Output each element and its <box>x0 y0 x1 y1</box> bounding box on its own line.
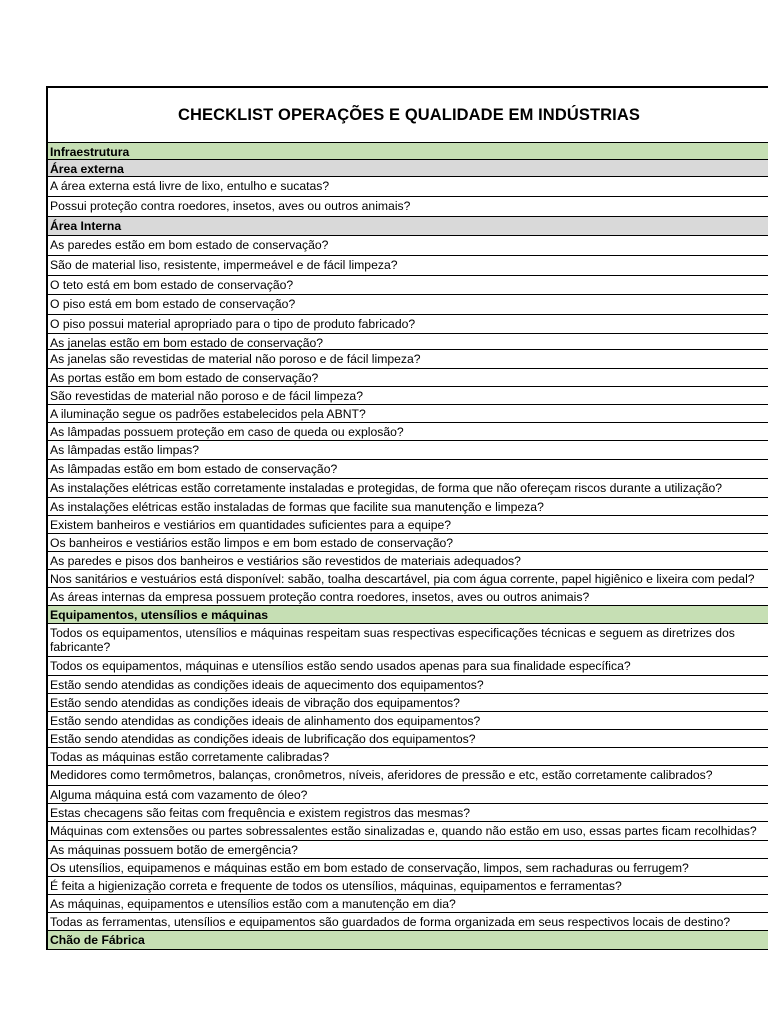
checklist-item: Possui proteção contra roedores, insetos, aves ou outros animais? <box>48 197 768 217</box>
checklist-item: Estão sendo atendidas as condições ideais de aquecimento dos equipamentos? <box>48 676 768 694</box>
checklist-item: As instalações elétricas estão instaladas de formas que facilite sua manutenção e limpeza? <box>48 498 768 516</box>
page-title: CHECKLIST OPERAÇÕES E QUALIDADE EM INDÚSTRIAS <box>178 105 640 124</box>
checklist-item: Todos os equipamentos, utensílios e máquinas respeitam suas respectivas especificações técnicas e seguem as diretrizes dos fabricante? <box>48 624 768 657</box>
checklist-item: As áreas internas da empresa possuem proteção contra roedores, insetos, aves ou outros animais? <box>48 588 768 606</box>
checklist-item: O teto está em bom estado de conservação? <box>48 276 768 295</box>
checklist-item: É feita a higienização correta e frequente de todos os utensílios, máquinas, equipamentos e ferramentas? <box>48 877 768 895</box>
checklist-item: As instalações elétricas estão corretamente instaladas e protegidas, de forma que não ofereçam riscos durante a utilização? <box>48 479 768 498</box>
checklist-item: Máquinas com extensões ou partes sobressalentes estão sinalizadas e, quando não estão em uso, essas partes ficam recolhidas? <box>48 822 768 841</box>
checklist-item: Os banheiros e vestiários estão limpos e em bom estado de conservação? <box>48 534 768 552</box>
checklist-item: As paredes e pisos dos banheiros e vestiários são revestidos de materiais adequados? <box>48 552 768 570</box>
checklist-item: As lâmpadas estão limpas? <box>48 441 768 460</box>
checklist-item: Todas as ferramentas, utensílios e equipamentos são guardados de forma organizada em seus respectivos locais de destino? <box>48 913 768 931</box>
section-header: Equipamentos, utensílios e máquinas <box>48 606 768 624</box>
checklist-item: O piso possui material apropriado para o tipo de produto fabricado? <box>48 315 768 334</box>
subsection-header: Área Interna <box>48 217 768 236</box>
checklist-item: Nos sanitários e vestuários está disponível: sabão, toalha descartável, pia com água corrente, papel higiênico e lixeira com pedal? <box>48 570 768 588</box>
checklist-item: São revestidas de material não poroso e de fácil limpeza? <box>48 387 768 405</box>
checklist-item: As paredes estão em bom estado de conservação? <box>48 236 768 256</box>
checklist-item: Estão sendo atendidas as condições ideais de alinhamento dos equipamentos? <box>48 712 768 730</box>
checklist-item: Os utensílios, equipamenos e máquinas estão em bom estado de conservação, limpos, sem rachaduras ou ferrugem? <box>48 859 768 877</box>
checklist-item: A iluminação segue os padrões estabelecidos pela ABNT? <box>48 405 768 423</box>
checklist-sheet <box>46 86 768 950</box>
checklist-item: As lâmpadas possuem proteção em caso de queda ou explosão? <box>48 423 768 441</box>
checklist-item: As janelas são revestidas de material não poroso e de fácil limpeza? <box>48 350 768 369</box>
checklist-item: As lâmpadas estão em bom estado de conservação? <box>48 460 768 479</box>
checklist-item: O piso está em bom estado de conservação? <box>48 295 768 315</box>
title-row <box>48 88 768 143</box>
checklist-item: As portas estão em bom estado de conservação? <box>48 369 768 387</box>
checklist-rows <box>48 143 768 950</box>
checklist-item: Alguma máquina está com vazamento de óleo? <box>48 786 768 804</box>
checklist-item: As janelas estão em bom estado de conservação? <box>48 334 768 350</box>
checklist-item: Medidores como termômetros, balanças, cronômetros, níveis, aferidores de pressão e etc, estão corretamente calibrados? <box>48 766 768 786</box>
checklist-item: Todos os equipamentos, máquinas e utensílios estão sendo usados apenas para sua finalidade específica? <box>48 657 768 676</box>
section-header: Chão de Fábrica <box>48 931 768 950</box>
checklist-item: São de material liso, resistente, impermeável e de fácil limpeza? <box>48 256 768 276</box>
checklist-item: Todas as máquinas estão corretamente calibradas? <box>48 748 768 766</box>
section-header: Infraestrutura <box>48 143 768 160</box>
checklist-item: As máquinas possuem botão de emergência? <box>48 841 768 859</box>
subsection-header: Área externa <box>48 160 768 177</box>
checklist-item: A área externa está livre de lixo, entulho e sucatas? <box>48 177 768 197</box>
checklist-item: Estão sendo atendidas as condições ideais de vibração dos equipamentos? <box>48 694 768 712</box>
checklist-item: Existem banheiros e vestiários em quantidades suficientes para a equipe? <box>48 516 768 534</box>
checklist-item: Estão sendo atendidas as condições ideais de lubrificação dos equipamentos? <box>48 730 768 748</box>
checklist-item: As máquinas, equipamentos e utensílios estão com a manutenção em dia? <box>48 895 768 913</box>
checklist-item: Estas checagens são feitas com frequência e existem registros das mesmas? <box>48 804 768 822</box>
